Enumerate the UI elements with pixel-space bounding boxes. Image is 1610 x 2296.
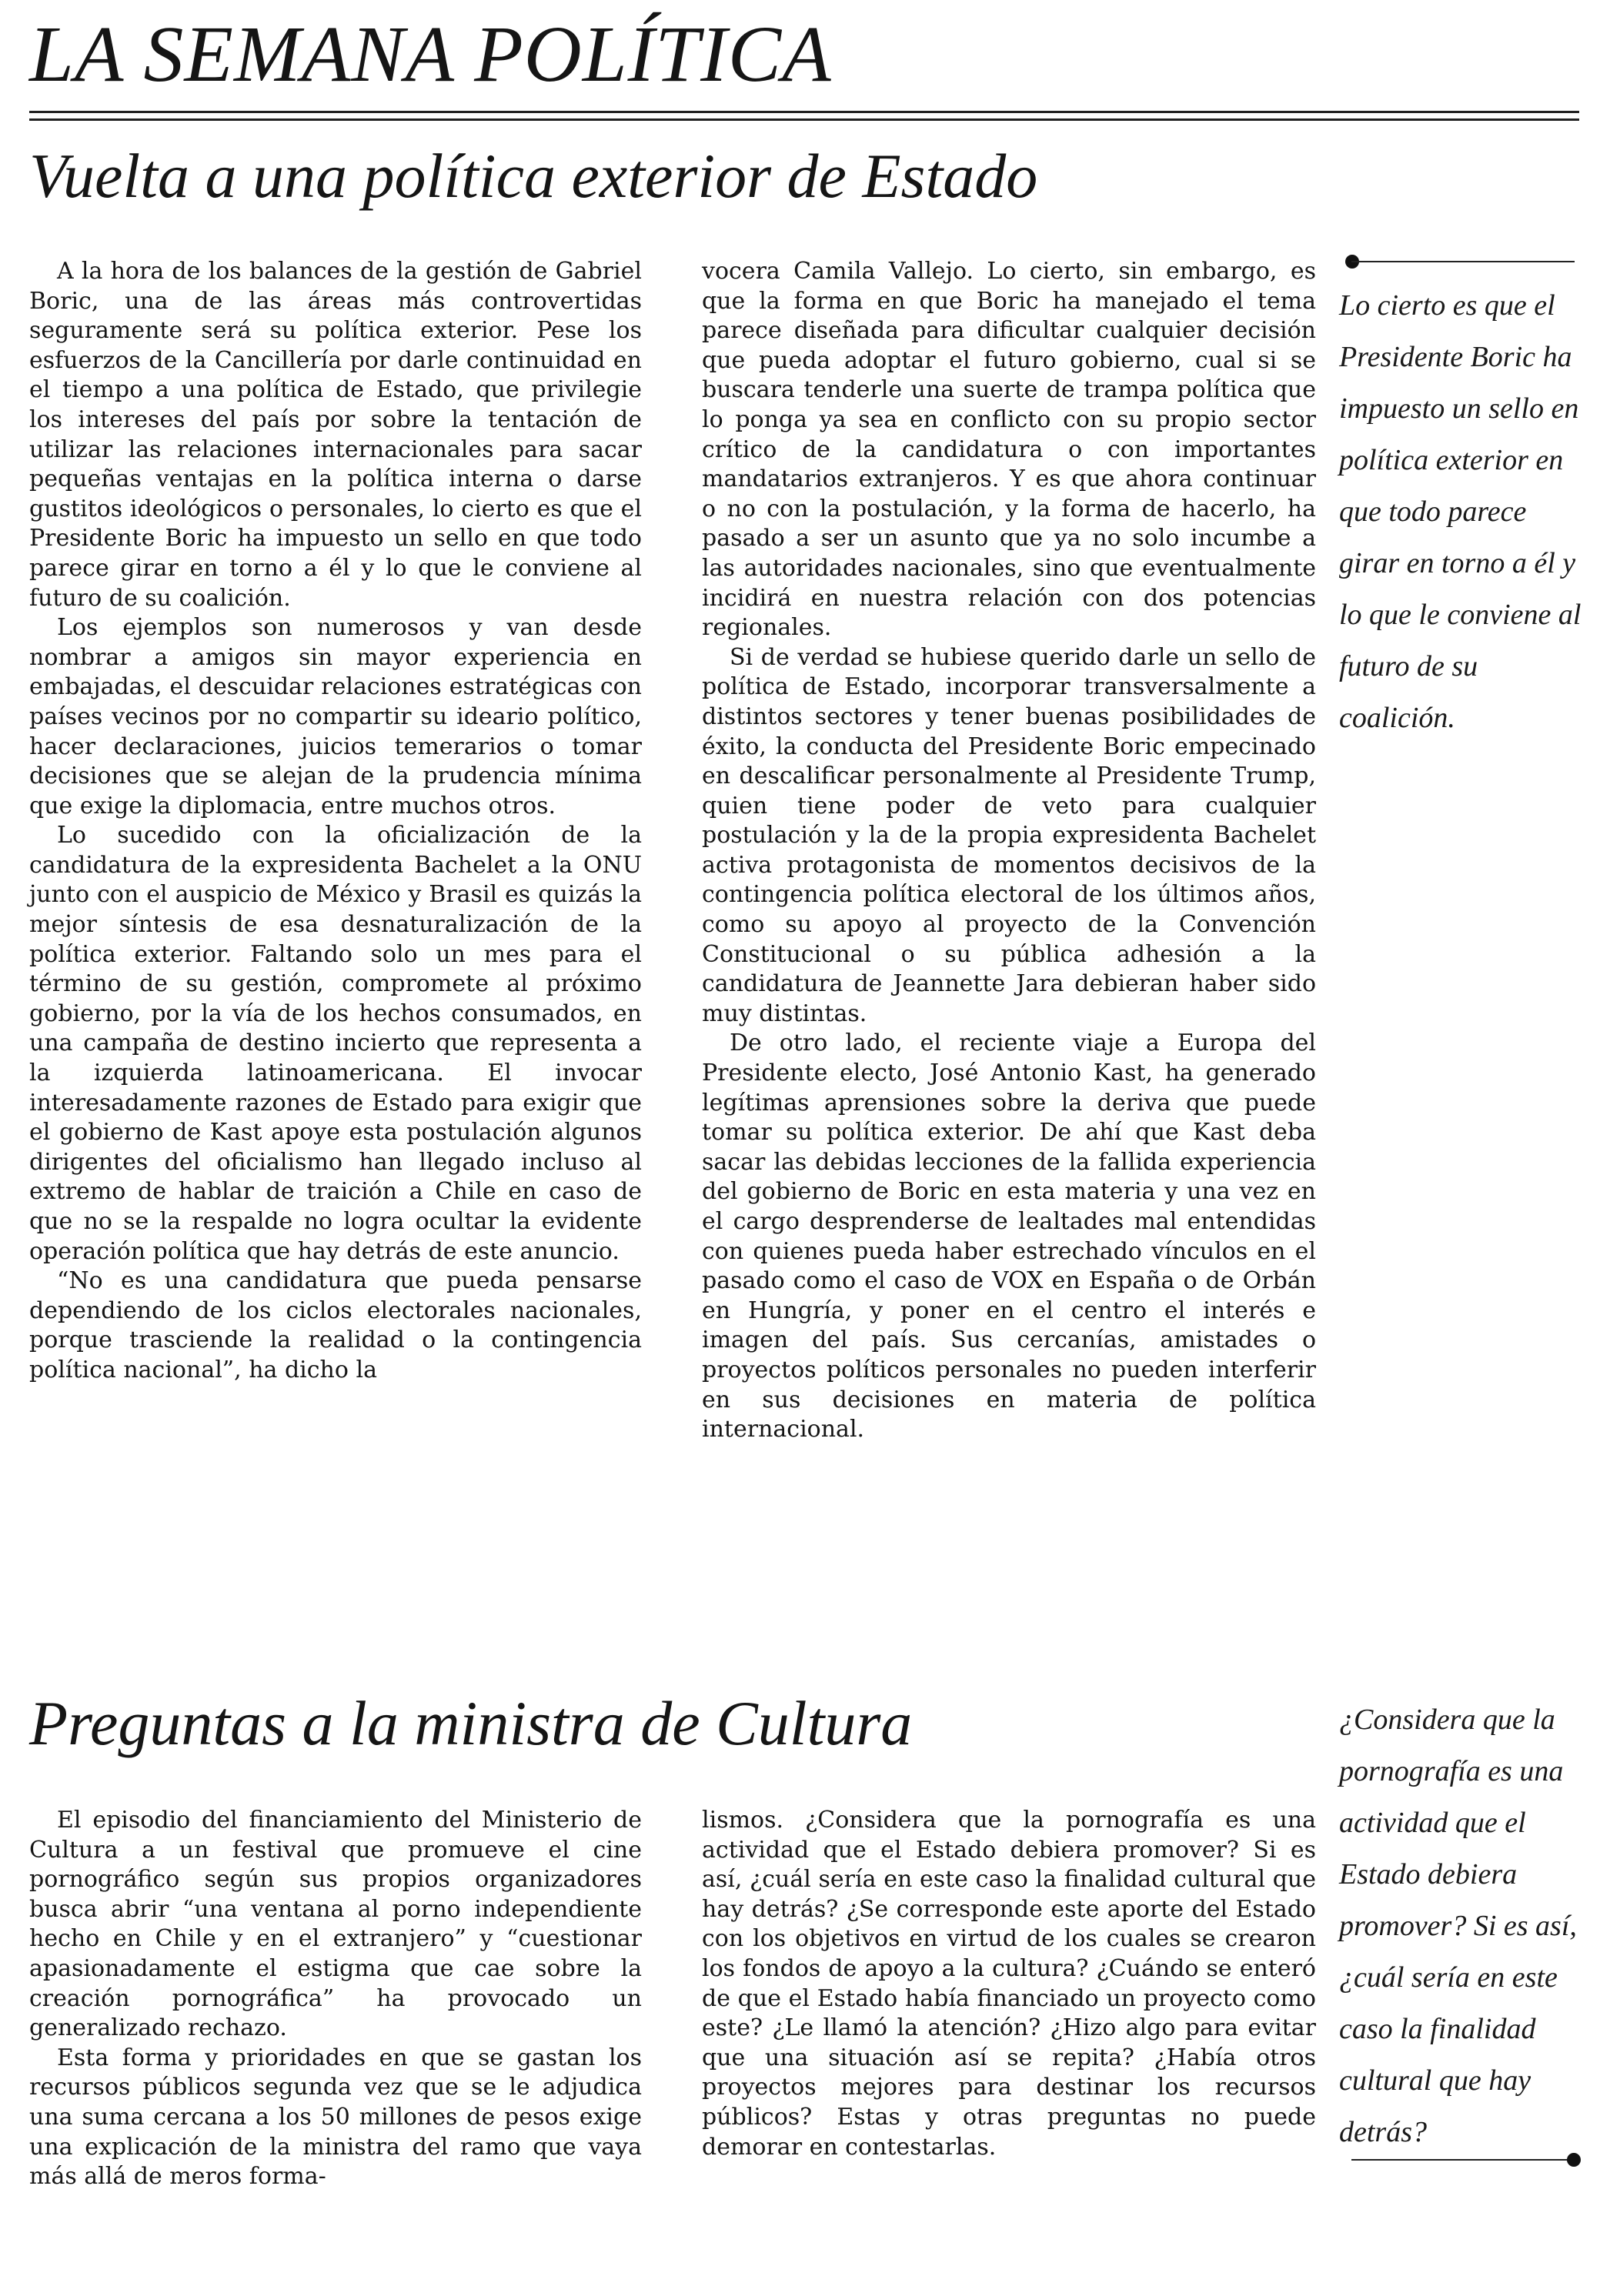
article1-headline: Vuelta a una política exterior de Estado [29, 141, 1038, 211]
pullquote-rule [1351, 2159, 1575, 2161]
article-paragraph: Lo sucedido con la oficialización de la candidatura de la expresidenta Bachelet a la ONU junto con el auspicio de México y Brasil es quizás la mejor síntesis de esa desnaturalización de la política exterior. Faltando solo un mes para el término de su gestión, compromete al próximo gobierno, por la vía de los hechos consumados, en una campaña de destino incierto que representa a la izquierda latinoamericana. El invocar interesadamente razones de Estado para exigir que el gobierno de Kast apoye esta postulación algunos dirigentes del oficialismo han llegado incluso al extremo de hablar de traición a Chile en caso de que no se la respalde no logra ocultar la evidente operación política que hay detrás de este anuncio. [29, 822, 642, 1265]
article-paragraph: lismos. ¿Considera que la pornografía es una actividad que el Estado debiera promover? Si es así, ¿cuál sería en este caso la finalidad cultural que hay detrás? ¿Se corresponde este aporte del Estado con los objetivos en virtud de los cuales se crearon los fondos de apoyo a la cultura? ¿Cuándo se enteró de que el Estado había financiado un proyecto como este? ¿Le llamó la atención? ¿Hizo algo para evitar que una situación así se repita? ¿Había otros proyectos mejores para destinar los recursos públicos? Estas y otras preguntas no puede demorar en contestarlas. [702, 1807, 1316, 2161]
article-paragraph: vocera Camila Vallejo. Lo cierto, sin embargo, es que la forma en que Boric ha manejado el tema parece diseñada para dificultar cualquier decisión que pueda adoptar el futuro gobierno, cual si se buscara tenderle una suerte de trampa política que lo ponga ya sea en conflicto con su propio sector crítico de la candidatura o con importantes mandatarios extranjeros. Y es que ahora continuar o no con la postulación, y la forma de hacerlo, ha pasado a ser un asunto que ya no solo incumbe a las autoridades nacionales, sino que eventualmente incidirá en nuestra relación con dos potencias regionales. [702, 258, 1316, 642]
article2-column2 [702, 1806, 1316, 2162]
article1-column1 [29, 257, 642, 1386]
article-paragraph: El episodio del financiamiento del Ministerio de Cultura a un festival que promueve el cine pornográfico según sus propios organizadores busca abrir “una ventana al porno independiente hecho en Chile y en el extranjero” y “cuestionar apasionadamente el estigma que cae sobre la creación pornográfica” ha provocado un generalizado rechazo. [29, 1807, 642, 2042]
title-rule-top [29, 111, 1579, 113]
article2-pullquote: ¿Considera que la pornografía es una actividad que el Estado debiera promover? Si es así, ¿cuál sería en este caso la finalidad cultural que hay detrás? [1339, 1704, 1577, 2148]
article-paragraph: A la hora de los balances de la gestión de Gabriel Boric, una de las áreas más controvertidas seguramente será su política exterior. Pese los esfuerzos de la Cancillería por darle continuidad en el tiempo a una política de Estado, que privilegie los intereses del país por sobre la tentación de utilizar las relaciones internacionales para sacar pequeñas ventajas en la política interna o darse gustitos ideológicos o personales, lo cierto es que el Presidente Boric ha impuesto un sello en que todo parece girar en torno a él y lo que le conviene al futuro de su coalición. [29, 258, 642, 612]
article2-headline: Preguntas a la ministra de Cultura [29, 1688, 913, 1758]
article-paragraph: “No es una candidatura que pueda pensarse dependiendo de los ciclos electorales nacionales, porque trasciende la realidad o la contingencia política nacional”, ha dicho la [29, 1267, 642, 1383]
article-paragraph: De otro lado, el reciente viaje a Europa del Presidente electo, José Antonio Kast, ha generado legítimas aprensiones sobre la deriva que puede tomar su política exterior. De ahí que Kast deba sacar las debidas lecciones de la fallida experiencia del gobierno de Boric en esta materia y una vez en el cargo desprenderse de lealtades mal entendidas con quienes pueda haber estrechado vínculos en el pasado como el caso de VOX en España o de Orbán en Hungría, y poner en el centro el interés e imagen del país. Sus cercanías, amistades o proyectos políticos personales no pueden interferir en sus decisiones en materia de política internacional. [702, 1030, 1316, 1443]
section-title: LA SEMANA POLÍTICA [29, 10, 832, 98]
article1-pullquote: Lo cierto es que el Presidente Boric ha impuesto un sello en política exterior en que todo parece girar en torno a él y lo que le conviene al futuro de su coalición. [1339, 289, 1582, 734]
title-rule-bottom [29, 118, 1579, 121]
article1-column2 [702, 257, 1316, 1445]
article2-column1 [29, 1806, 642, 2192]
article-paragraph: Si de verdad se hubiese querido darle un sello de política de Estado, incorporar transversalmente a distintos sectores y tener buenas posibilidades de éxito, la conducta del Presidente Boric empecinado en descalificar personalmente al Presidente Trump, quien tiene poder de veto para cualquier postulación y la de la propia expresidenta Bachelet activa protagonista de momentos decisivos de la contingencia política electoral de los últimos años, como su apoyo al proyecto de la Convención Constitucional o su pública adhesión a la candidatura de Jeannette Jara debieran haber sido muy distintas. [702, 643, 1316, 1027]
pullquote-bullet [1567, 2153, 1581, 2167]
pullquote-rule [1351, 261, 1575, 262]
article-paragraph: Esta forma y prioridades en que se gastan los recursos públicos segunda vez que se le adjudica una suma cercana a los 50 millones de pesos exige una explicación de la ministra del ramo que vaya más allá de meros forma- [29, 2044, 642, 2191]
article-paragraph: Los ejemplos son numerosos y van desde nombrar a amigos sin mayor experiencia en embajadas, el descuidar relaciones estratégicas con países vecinos por no compartir su ideario político, hacer declaraciones, juicios temerarios o tomar decisiones que se alejan de la prudencia mínima que exige la diplomacia, entre muchos otros. [29, 614, 642, 819]
